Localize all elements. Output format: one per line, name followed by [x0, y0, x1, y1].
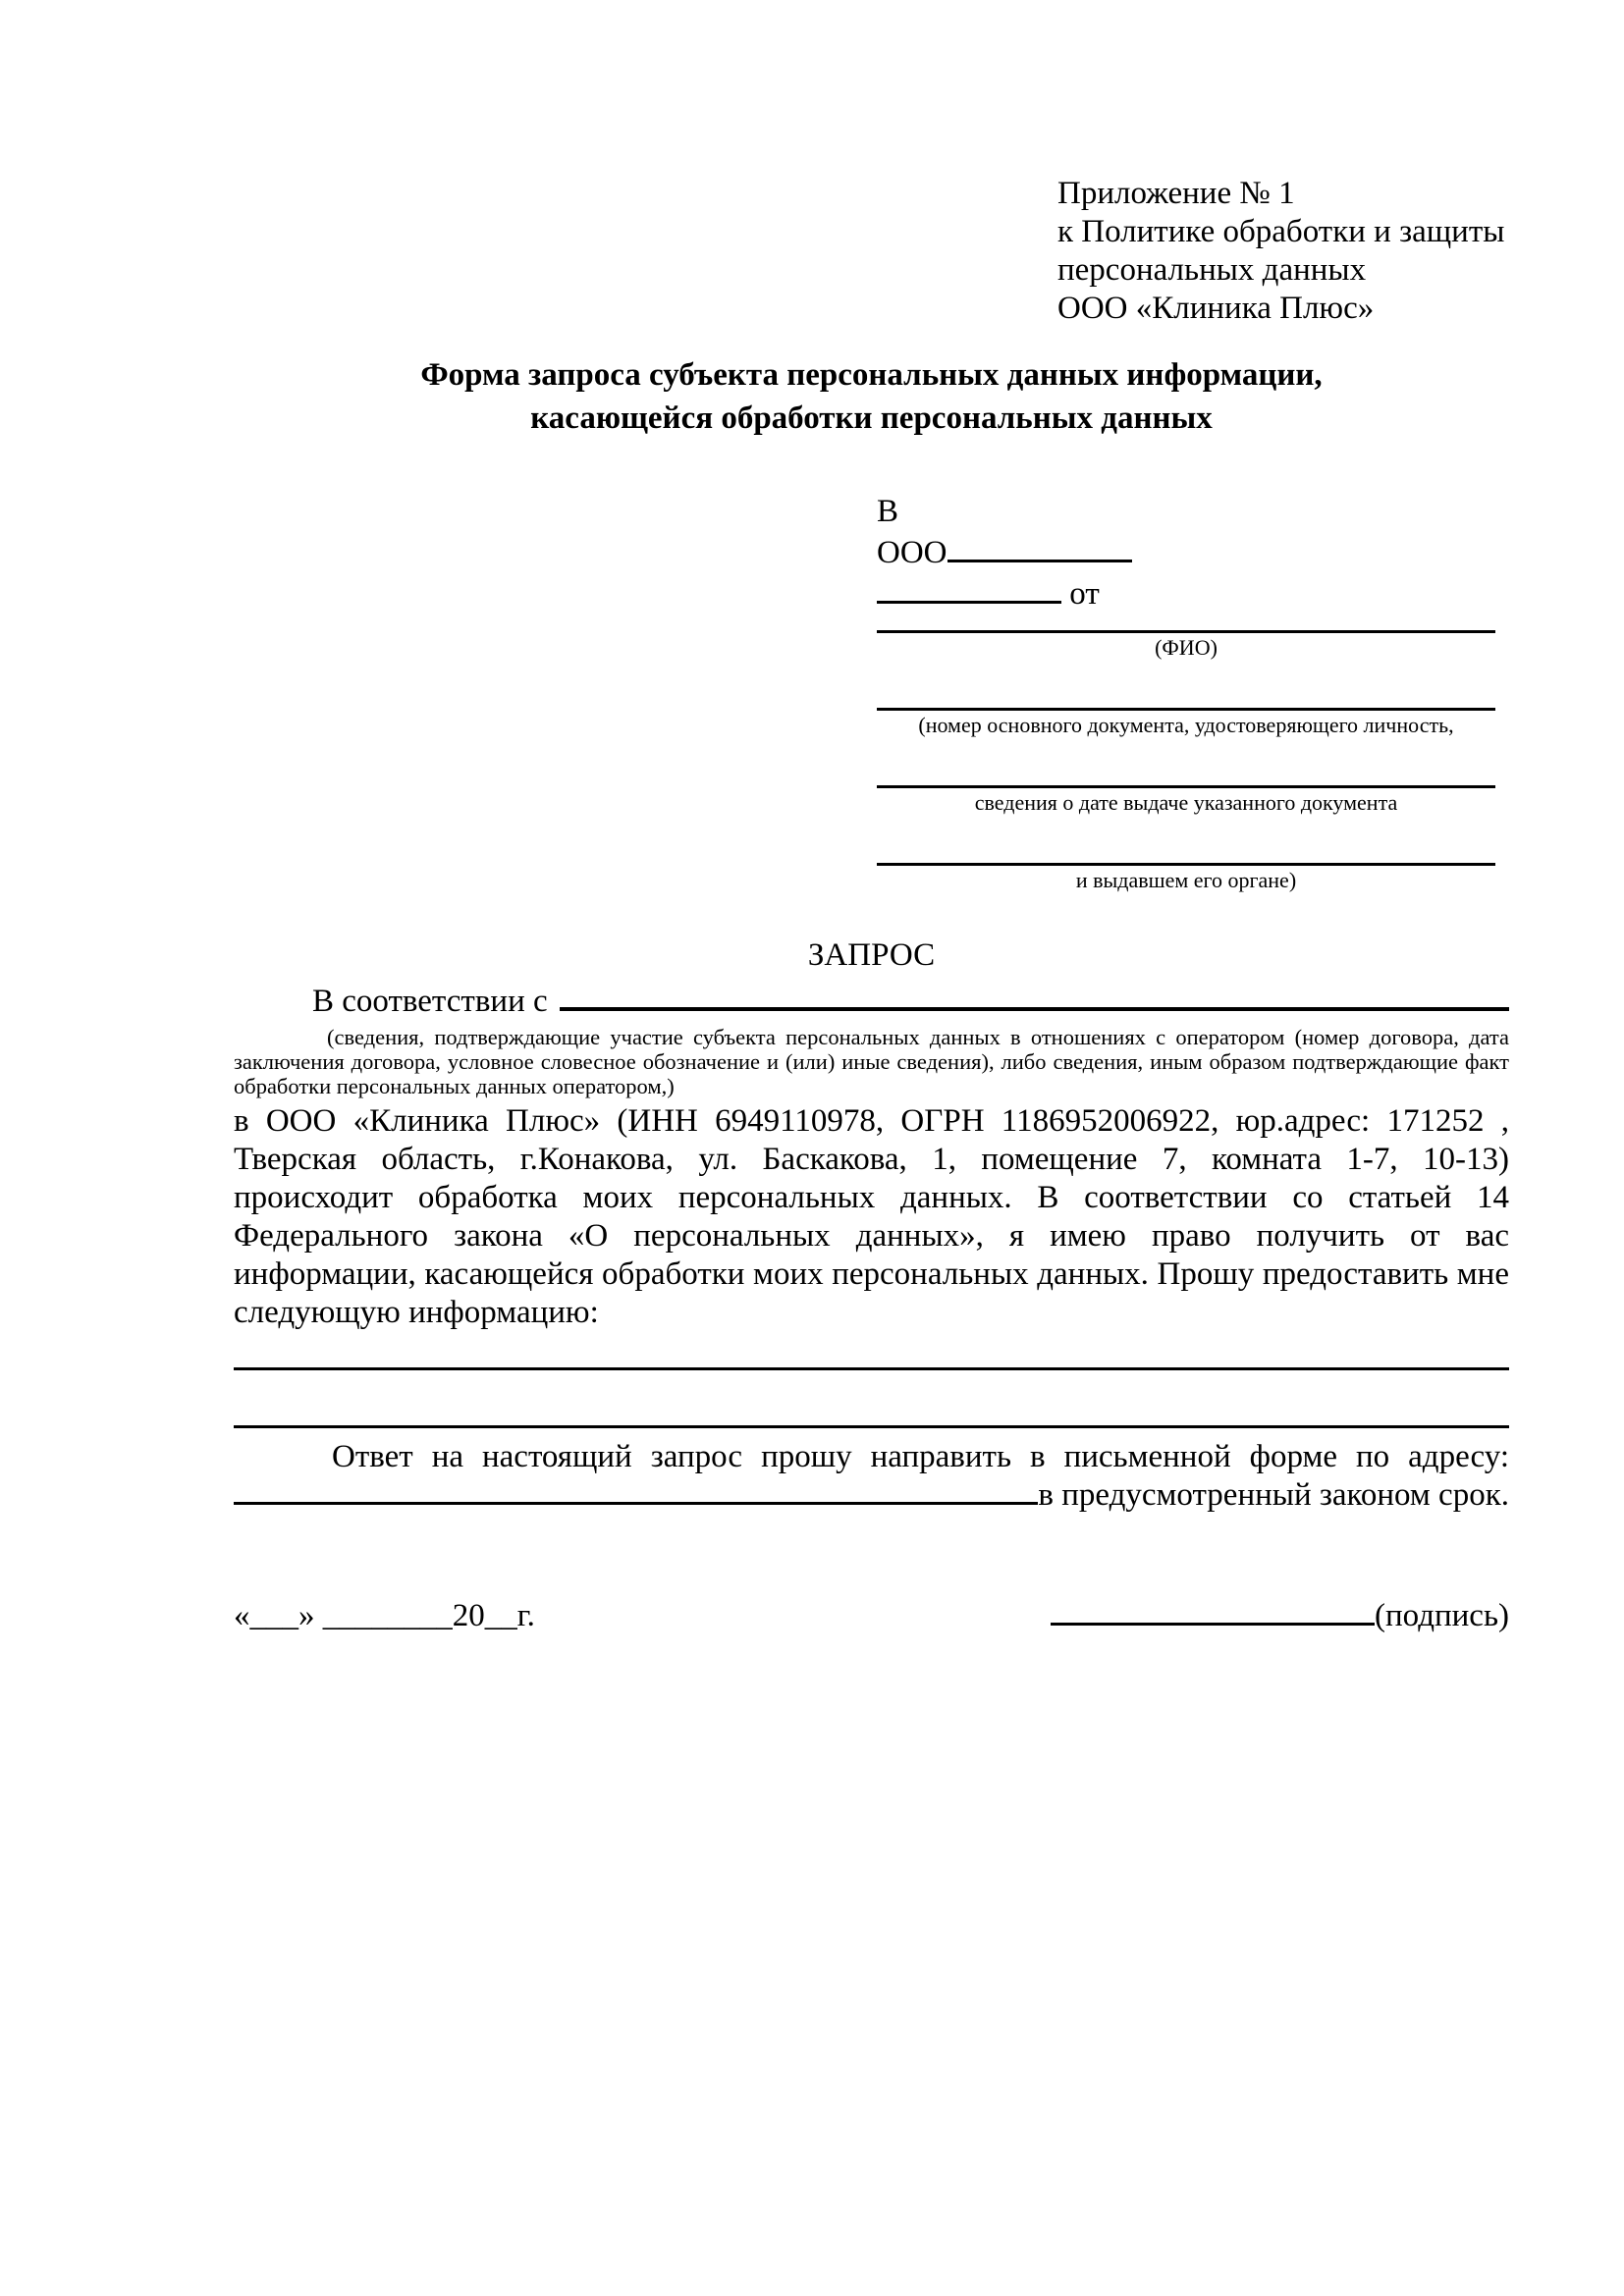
request-intro-text: В соответствии с — [312, 984, 548, 1020]
from-blank-field — [877, 573, 1061, 604]
fio-caption: (ФИО) — [1155, 635, 1218, 661]
signature-field — [1051, 1595, 1509, 1635]
addressee-org-line — [877, 532, 1495, 573]
addressee-from-line — [877, 573, 1495, 614]
issue-date-caption: сведения о дате выдаче указанного документа — [974, 790, 1398, 816]
document-number-caption: (номер основного документа, удостоверяющего личность, — [918, 713, 1454, 738]
addressee-block — [877, 491, 1495, 893]
fio-blank-field — [877, 630, 1495, 633]
org-name-blank-field — [947, 532, 1132, 562]
body-line: происходит обработка моих персональных данных. В соответствии со статьей 14 — [234, 1180, 1509, 1216]
reply-intro-line: Ответ на настоящий запрос прошу направить в письменной форме по адресу: — [332, 1439, 1509, 1475]
document-title-line: касающейся обработки персональных данных — [530, 400, 1213, 436]
body-line: следующую информацию: — [234, 1295, 599, 1331]
signature-caption: (подпись) — [1375, 1598, 1509, 1634]
signature-blank-field — [1051, 1595, 1375, 1626]
date-field: «___» ________20__г. — [234, 1598, 535, 1634]
basis-blank-field — [560, 1007, 1509, 1011]
issue-date-blank-field — [877, 785, 1495, 788]
request-intro-line — [234, 983, 1509, 1021]
body-line: в ООО «Клиника Плюс» (ИНН 6949110978, ОГРН 1186952006922, юр.адрес: 171252 , — [234, 1103, 1509, 1140]
from-suffix: от — [1069, 576, 1100, 613]
org-prefix: ООО — [877, 535, 947, 571]
note-paragraph — [234, 1025, 1509, 1098]
address-blank-field — [234, 1502, 1038, 1505]
request-heading: ЗАПРОС — [807, 937, 936, 974]
appendix-header-line: ООО «Клиника Плюс» — [1057, 291, 1375, 326]
body-line: информации, касающейся обработки моих персональных данных. Прошу предоставить мне — [234, 1256, 1509, 1293]
document-title-line: Форма запроса субъекта персональных данных информации, — [420, 357, 1323, 393]
note-line: обработки персональных данных оператором,) — [234, 1074, 675, 1099]
issuing-authority-blank-field — [877, 863, 1495, 866]
appendix-header-line: Приложение № 1 — [1057, 176, 1295, 211]
note-line: заключения договора, условное словесное обозначение и (или) иные сведения), либо сведения, иным образом подтверждающие факт — [234, 1049, 1509, 1075]
issuing-authority-caption: и выдавшем его органе) — [1075, 868, 1297, 893]
document-title — [234, 353, 1509, 440]
appendix-header — [1057, 175, 1509, 328]
body-paragraph — [234, 1102, 1509, 1332]
addressee-to: В — [877, 494, 899, 529]
reply-deadline-text: в предусмотренный законом срок. — [1038, 1477, 1509, 1514]
body-line: Федерального закона «О персональных данных», я имею право получить от вас — [234, 1218, 1509, 1255]
document-number-blank-field — [877, 708, 1495, 711]
requested-info-blank-field-1 — [234, 1367, 1509, 1370]
body-line: Тверская область, г.Конакова, ул. Баскакова, 1, помещение 7, комната 1-7, 10-13) — [234, 1142, 1509, 1178]
date-signature-row — [234, 1595, 1509, 1635]
appendix-header-line: к Политике обработки и защиты — [1057, 214, 1505, 249]
appendix-header-line: персональных данных — [1057, 252, 1367, 288]
requested-info-blank-field-2 — [234, 1425, 1509, 1428]
note-line: (сведения, подтверждающие участие субъекта персональных данных в отношениях с оператором (номер договора, дата — [327, 1025, 1509, 1050]
reply-address-line — [234, 1476, 1509, 1515]
